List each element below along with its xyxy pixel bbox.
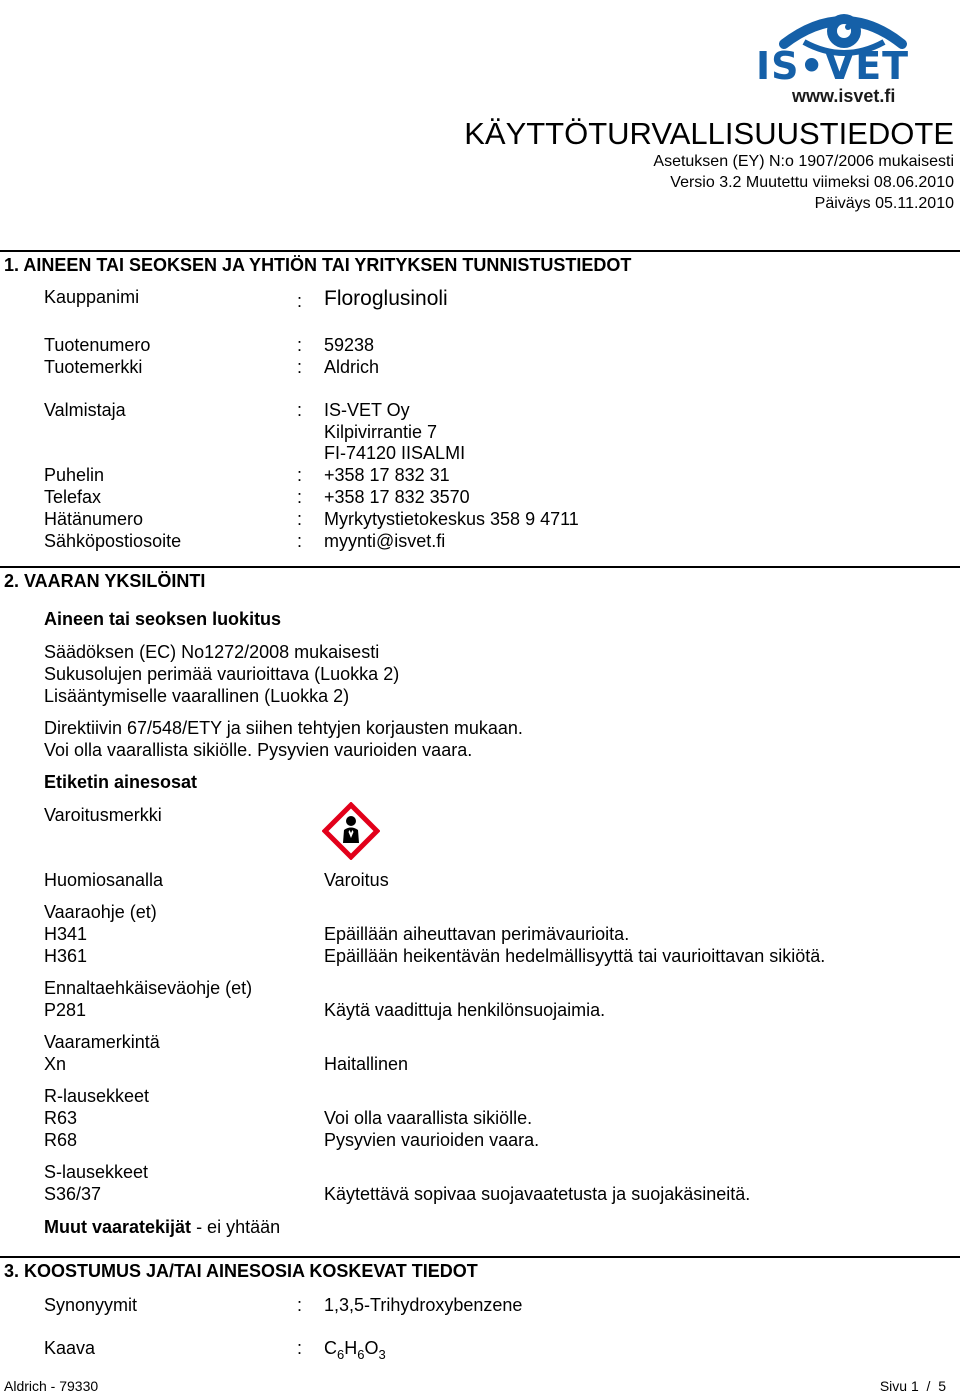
section1-heading: 1. AINEEN TAI SEOKSEN JA YHTIÖN TAI YRITYKSEN TUNNISTUSTIEDOT bbox=[4, 255, 632, 275]
r-phrase-text: Pysyvien vaurioiden vaara. bbox=[324, 1130, 540, 1150]
hazard-code: H341 bbox=[44, 924, 88, 944]
hazard-text: Epäillään heikentävän hedelmällisyyttä tai vaurioittavan sikiötä. bbox=[324, 946, 826, 966]
logo-wordmark: IS•VET bbox=[756, 44, 910, 88]
email-label: Sähköpostiosoite bbox=[44, 531, 182, 551]
phone-label: Puhelin bbox=[44, 465, 105, 485]
classification-line: Sukusolujen perimää vaurioittava (Luokka 2) bbox=[44, 664, 400, 684]
classification-line: Lisääntymiselle vaarallinen (Luokka 2) bbox=[44, 686, 350, 706]
formula-label: Kaava bbox=[44, 1338, 96, 1358]
trade-name-value: Floroglusinoli bbox=[324, 287, 448, 310]
signal-word-value: Varoitus bbox=[324, 870, 389, 890]
fax-value: +358 17 832 3570 bbox=[324, 487, 470, 507]
email-value: myynti@isvet.fi bbox=[324, 531, 446, 551]
directive-text: Direktiivin 67/548/ETY ja siihen tehtyjen korjausten mukaan. bbox=[44, 718, 523, 738]
formula-element: H bbox=[344, 1338, 358, 1358]
version-line: Versio 3.2 Muutettu viimeksi 08.06.2010 bbox=[670, 174, 954, 191]
manufacturer-label: Valmistaja bbox=[44, 400, 126, 420]
product-number-value: 59238 bbox=[324, 335, 375, 355]
colon: : bbox=[297, 531, 303, 551]
synonyms-value: 1,3,5-Trihydroxybenzene bbox=[324, 1295, 523, 1315]
health-hazard-icon bbox=[322, 802, 380, 860]
date-line: Päiväys 05.11.2010 bbox=[814, 195, 954, 212]
pictogram-label: Varoitusmerkki bbox=[44, 805, 162, 825]
regulation-text: Säädöksen (EC) No1272/2008 mukaisesti bbox=[44, 642, 380, 662]
colon: : bbox=[297, 1295, 303, 1315]
colon: : bbox=[297, 465, 303, 485]
section2-heading: 2. VAARAN YKSILÖINTI bbox=[4, 571, 206, 591]
s-phrase-code: S36/37 bbox=[44, 1184, 102, 1204]
hazard-symbol-text: Haitallinen bbox=[324, 1054, 409, 1074]
other-hazards-label: Muut vaaratekijät bbox=[44, 1217, 192, 1237]
document-title: KÄYTTÖTURVALLISUUSTIEDOTE bbox=[464, 116, 954, 151]
section3-heading: 3. KOOSTUMUS JA/TAI AINESOSIA KOSKEVAT TIEDOT bbox=[4, 1261, 478, 1281]
section-divider bbox=[0, 1256, 960, 1258]
hazard-statements-label: Vaaraohje (et) bbox=[44, 902, 157, 922]
logo-url: www.isvet.fi bbox=[792, 86, 896, 106]
emergency-label: Hätänumero bbox=[44, 509, 144, 529]
trade-name-label: Kauppanimi bbox=[44, 287, 140, 307]
colon: : bbox=[297, 487, 303, 507]
colon: : bbox=[297, 509, 303, 529]
synonyms-label: Synonyymit bbox=[44, 1295, 138, 1315]
formula-value bbox=[324, 1337, 386, 1366]
fax-label: Telefax bbox=[44, 487, 102, 507]
product-number-label: Tuotenumero bbox=[44, 335, 151, 355]
section-divider bbox=[0, 250, 960, 252]
hazard-symbol-label: Vaaramerkintä bbox=[44, 1032, 160, 1052]
formula-element: O bbox=[364, 1338, 379, 1358]
brand-label: Tuotemerkki bbox=[44, 357, 143, 377]
phone-value: +358 17 832 31 bbox=[324, 465, 450, 485]
emergency-value: Myrkytystietokeskus 358 9 4711 bbox=[324, 509, 579, 529]
manufacturer-name: IS-VET Oy bbox=[324, 400, 410, 420]
colon: : bbox=[297, 335, 303, 355]
footer-product: Aldrich - 79330 bbox=[4, 1378, 99, 1394]
section-divider bbox=[0, 566, 960, 568]
colon: : bbox=[297, 291, 303, 311]
formula-subscript: 3 bbox=[378, 1347, 386, 1362]
colon: : bbox=[297, 1338, 303, 1358]
precautionary-code: P281 bbox=[44, 1000, 87, 1020]
hazard-code: H361 bbox=[44, 946, 88, 966]
manufacturer-city: FI-74120 IISALMI bbox=[324, 443, 466, 463]
other-hazards-value: - ei yhtään bbox=[191, 1217, 281, 1237]
hazard-symbol-code: Xn bbox=[44, 1054, 67, 1074]
manufacturer-street: Kilpivirrantie 7 bbox=[324, 422, 438, 442]
classification-heading: Aineen tai seoksen luokitus bbox=[44, 609, 282, 629]
other-hazards bbox=[44, 1216, 280, 1238]
precautionary-label: Ennaltaehkäiseväohje (et) bbox=[44, 978, 253, 998]
regulation-line: Asetuksen (EY) N:o 1907/2006 mukaisesti bbox=[653, 153, 954, 170]
r-phrase-text: Voi olla vaarallista sikiölle. bbox=[324, 1108, 533, 1128]
r-phrase-code: R63 bbox=[44, 1108, 78, 1128]
precautionary-text: Käytä vaadittuja henkilönsuojaimia. bbox=[324, 1000, 606, 1020]
formula-element: C bbox=[324, 1338, 337, 1358]
footer-page-number: Sivu 1 / 5 bbox=[879, 1378, 946, 1394]
formula-subscript: 6 bbox=[337, 1347, 345, 1362]
r-phrases-label: R-lausekkeet bbox=[44, 1086, 150, 1106]
signal-word-label: Huomiosanalla bbox=[44, 870, 164, 890]
r-phrase-code: R68 bbox=[44, 1130, 78, 1150]
label-elements-heading: Etiketin ainesosat bbox=[44, 772, 198, 792]
s-phrases-label: S-lausekkeet bbox=[44, 1162, 149, 1182]
s-phrase-text: Käytettävä sopivaa suojavaatetusta ja suojakäsineitä. bbox=[324, 1184, 751, 1204]
formula-subscript: 6 bbox=[357, 1347, 365, 1362]
brand-value: Aldrich bbox=[324, 357, 380, 377]
directive-text: Voi olla vaarallista sikiölle. Pysyvien vaurioiden vaara. bbox=[44, 740, 473, 760]
colon: : bbox=[297, 357, 303, 377]
isvet-logo bbox=[752, 4, 952, 108]
hazard-text: Epäillään aiheuttavan perimävaurioita. bbox=[324, 924, 630, 944]
colon: : bbox=[297, 400, 303, 420]
